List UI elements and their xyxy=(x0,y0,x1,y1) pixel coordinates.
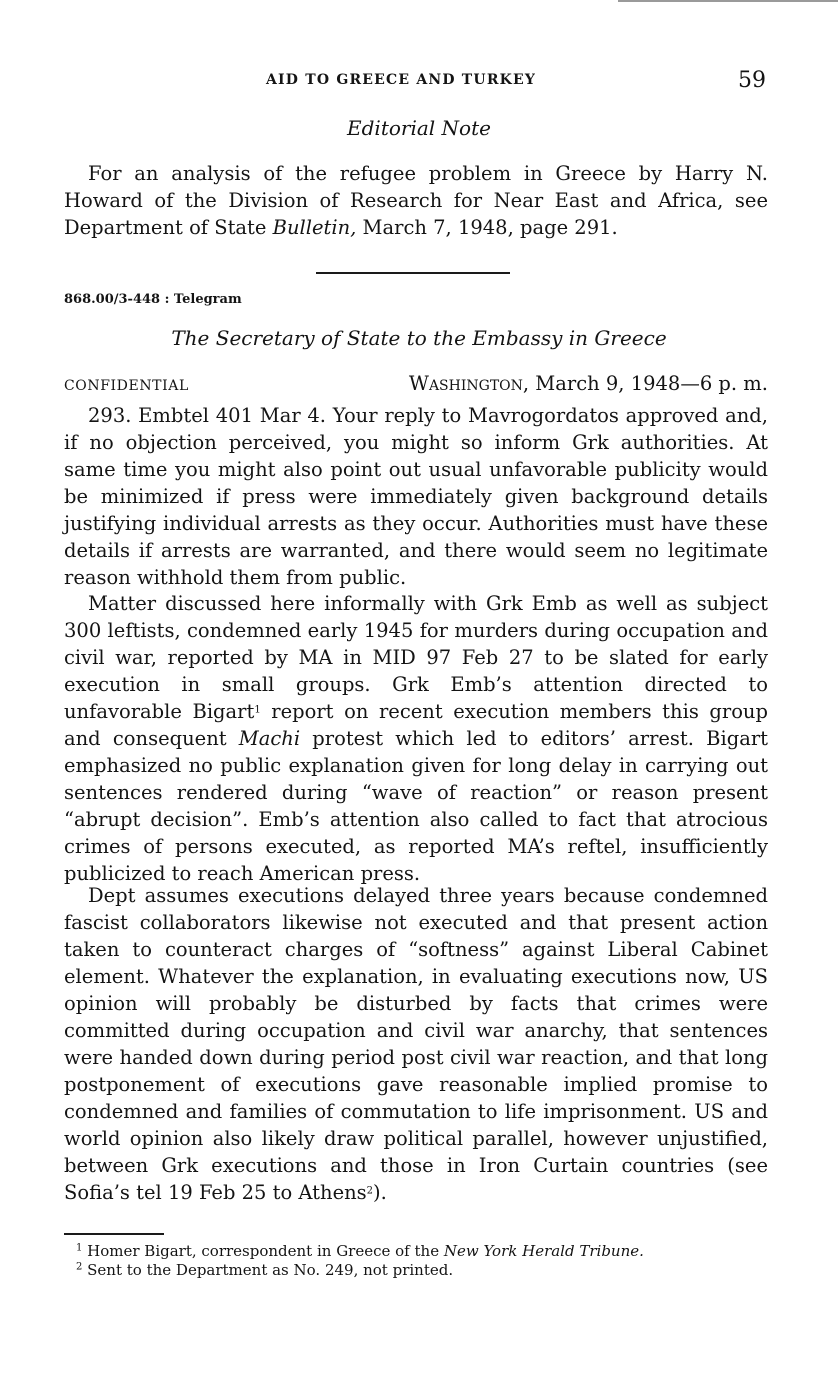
telegram-paragraph-1: 293. Embtel 401 Mar 4. Your reply to Mavrogordatos approved and, if no objection perceived, you might so inform Grk authorities. At same time you might also point out usual unfavorable publicity would be minimized if press were immediately given background details justifying individual arrests as they occur. Authorities must have these details if arrests are warranted, and there would seem no legitimate reason withhold them from public. xyxy=(64,404,768,589)
para-2-text-b: report on recent execution members this group and consequent xyxy=(64,700,768,750)
top-corner-rule xyxy=(618,0,838,2)
dateline xyxy=(409,372,768,395)
para-2-text-a: Matter discussed here informally with Grk Emb as well as subject 300 leftists, condemned early 1945 for murders during occupation and civil war, reported by MA in MID 97 Feb 27 to be slated for early execution in small groups. Grk Emb’s attention directed to unfavorable Bigart xyxy=(64,592,768,723)
footnote-2 xyxy=(76,1261,776,1280)
editorial-text-end: March 7, 1948, page 291. xyxy=(356,216,618,239)
section-separator xyxy=(316,272,510,274)
footnote-ref-1: 1 xyxy=(254,704,261,716)
editorial-text-start: For an analysis of the refugee problem in Greece by Harry N. Howard of the Division of Research for Near East and Africa, see Department of State xyxy=(64,162,768,239)
machi-newspaper: Machi xyxy=(238,727,301,750)
footnote-2-mark: 2 xyxy=(76,1261,83,1273)
editorial-note-title: Editorial Note xyxy=(347,116,491,140)
file-reference: 868.00/3-448 : Telegram xyxy=(64,292,242,307)
dateline-city: Washington, xyxy=(408,372,530,395)
document-title: The Secretary of State to the Embassy in Greece xyxy=(171,326,667,350)
page-number: 59 xyxy=(738,68,766,93)
telegram-paragraph-2 xyxy=(64,590,768,887)
para-3-text-b: ). xyxy=(373,1181,387,1204)
footnote-1 xyxy=(76,1242,776,1261)
footnote-1-mark: 1 xyxy=(76,1242,83,1254)
footnote-2-text: Sent to the Department as No. 249, not printed. xyxy=(82,1261,454,1279)
para-2-text-c: protest which led to editors’ arrest. Bigart emphasized no public explanation given for long delay in carrying out sentences rendered during “wave of reaction” or reason present “abrupt decision”. Emb’s attention also called to fact that atrocious crimes of persons executed, as reported MA’s reftel, insufficiently publicized to reach American press. xyxy=(64,727,768,885)
dateline-date: March 9, 1948—6 p. m. xyxy=(529,372,768,395)
bulletin-title: Bulletin, xyxy=(272,216,357,239)
telegram-paragraph-3 xyxy=(64,882,768,1206)
classification-label: CONFIDENTIAL xyxy=(64,378,189,394)
footnotes xyxy=(76,1242,776,1280)
footnote-1-newspaper: New York Herald Tribune. xyxy=(443,1242,644,1260)
editorial-note-paragraph xyxy=(64,160,768,241)
footnote-1-text: Homer Bigart, correspondent in Greece of the xyxy=(82,1242,444,1260)
running-head: AID TO GREECE AND TURKEY xyxy=(266,72,537,88)
para-3-text-a: Dept assumes executions delayed three years because condemned fascist collaborators likewise not executed and that present action taken to counteract charges of “softness” against Liberal Cabinet element. Whatever the explanation, in evaluating executions now, US opinion will probably be disturbed by facts that crimes were committed during occupation and civil war anarchy, that sentences were handed down during period post civil war reaction, and that long postponement of executions gave reasonable implied promise to condemned and families of commutation to life imprisonment. US and world opinion also likely draw political parallel, however unjustified, between Grk executions and those in Iron Curtain countries (see Sofia’s tel 19 Feb 25 to Athens xyxy=(64,884,768,1204)
footnote-ref-2: 2 xyxy=(366,1185,374,1197)
footnote-rule xyxy=(64,1233,164,1235)
